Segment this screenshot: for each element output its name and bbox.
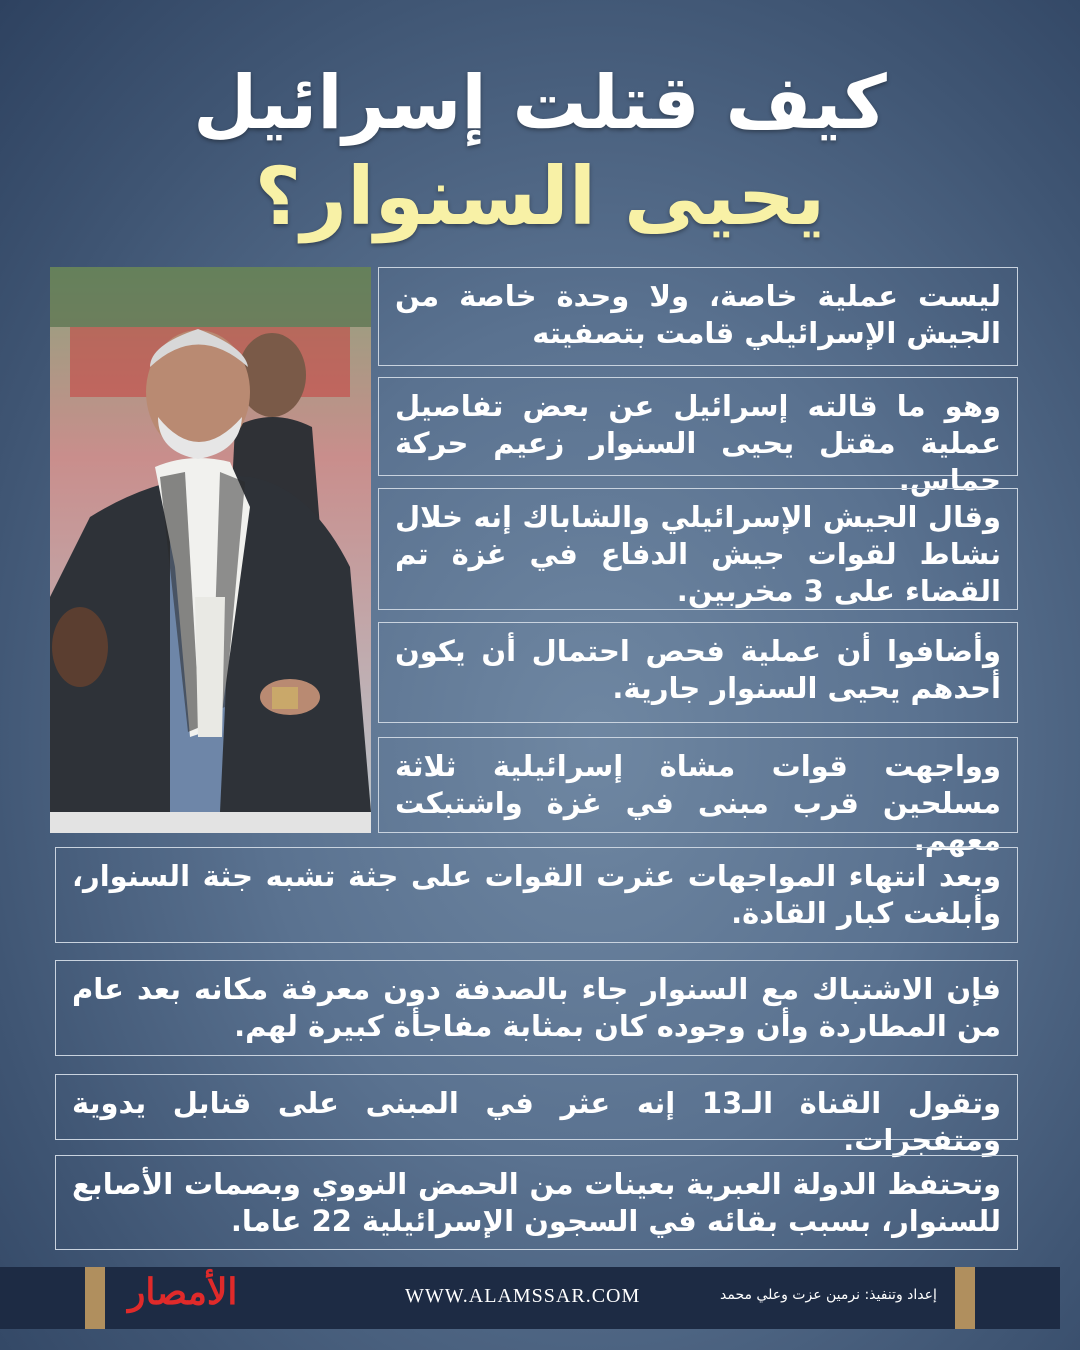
paragraph-box-7: فإن الاشتباك مع السنوار جاء بالصدفة دون معرفة مكانه بعد عام من المطاردة وأن وجوده كان بمثابة مفاجأة كبيرة لهم. [55, 960, 1018, 1056]
paragraph-box-5: وواجهت قوات مشاة إسرائيلية ثلاثة مسلحين قرب مبنى في غزة واشتبكت معهم. [378, 737, 1018, 833]
footer-bar [0, 1267, 1060, 1329]
paragraph-box-3: وقال الجيش الإسرائيلي والشاباك إنه خلال نشاط لقوات جيش الدفاع في غزة تم القضاء على 3 مخربين. [378, 488, 1018, 610]
paragraph-box-9: وتحتفظ الدولة العبرية بعينات من الحمض النووي وبصمات الأصابع للسنوار، بسبب بقائه في السجون الإسرائيلية 22 عاما. [55, 1155, 1018, 1250]
paragraph-box-2: وهو ما قالته إسرائيل عن بعض تفاصيل عملية مقتل يحيى السنوار زعيم حركة حماس. [378, 377, 1018, 476]
headline-line-2: يحيى السنوار؟ [254, 150, 826, 243]
headline-line-1: كيف قتلت إسرائيل [193, 60, 887, 146]
brand-logo: الأمصار [128, 1271, 238, 1313]
footer-accent-left [85, 1267, 105, 1329]
portrait-photo [50, 267, 371, 833]
paragraph-box-6: وبعد انتهاء المواجهات عثرت القوات على جثة تشبه جثة السنوار، وأبلغت كبار القادة. [55, 847, 1018, 943]
website-link[interactable]: WWW.ALAMSSAR.COM [405, 1285, 641, 1307]
portrait-illustration [50, 267, 371, 833]
paragraph-box-8: وتقول القناة الـ13 إنه عثر في المبنى على قنابل يدوية ومتفجرات. [55, 1074, 1018, 1140]
paragraph-box-4: وأضافوا أن عملية فحص احتمال أن يكون أحدهم يحيى السنوار جارية. [378, 622, 1018, 723]
credits-text: إعداد وتنفيذ: نرمين عزت وعلي محمد [720, 1287, 937, 1303]
paragraph-box-1: ليست عملية خاصة، ولا وحدة خاصة من الجيش الإسرائيلي قامت بتصفيته [378, 267, 1018, 366]
footer-accent-right [955, 1267, 975, 1329]
